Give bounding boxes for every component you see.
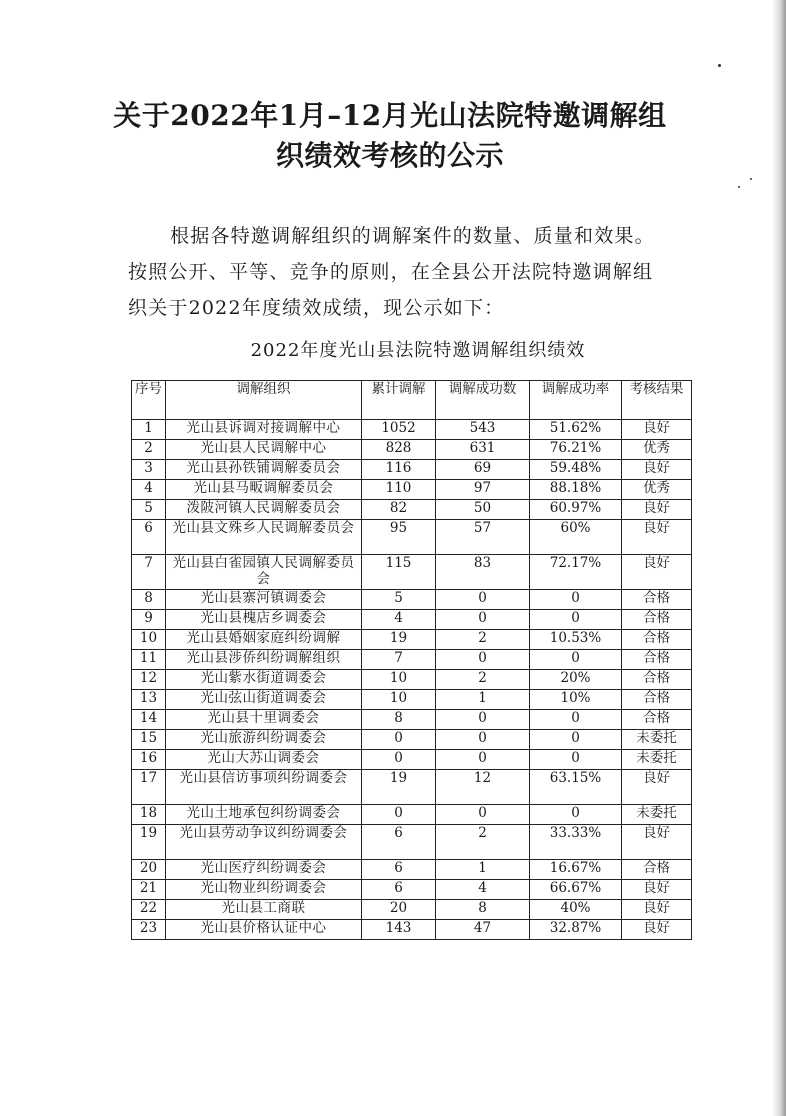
cell-total: 116 xyxy=(362,460,436,480)
cell-org: 光山县文殊乡人民调解委员会 xyxy=(166,520,362,555)
cell-index: 2 xyxy=(132,440,166,460)
cell-rate: 20% xyxy=(530,670,622,690)
table-row xyxy=(132,880,692,900)
cell-success: 97 xyxy=(436,480,530,500)
cell-org: 光山县劳动争议纠纷调委会 xyxy=(166,825,362,860)
cell-org: 光山弦山街道调委会 xyxy=(166,690,362,710)
cell-rate: 60% xyxy=(530,520,622,555)
cell-success: 2 xyxy=(436,825,530,860)
scan-speck xyxy=(750,178,752,180)
cell-total: 7 xyxy=(362,650,436,670)
cell-success: 0 xyxy=(436,610,530,630)
cell-success: 47 xyxy=(436,920,530,940)
cell-success: 0 xyxy=(436,730,530,750)
header-org: 调解组织 xyxy=(166,381,362,420)
table-row xyxy=(132,690,692,710)
cell-index: 4 xyxy=(132,480,166,500)
cell-result: 优秀 xyxy=(622,480,692,500)
cell-org: 光山县孙铁铺调解委员会 xyxy=(166,460,362,480)
cell-rate: 0 xyxy=(530,750,622,770)
table-row xyxy=(132,900,692,920)
cell-result: 未委托 xyxy=(622,730,692,750)
cell-index: 8 xyxy=(132,590,166,610)
cell-rate: 32.87% xyxy=(530,920,622,940)
table-row xyxy=(132,650,692,670)
cell-org: 光山县价格认证中心 xyxy=(166,920,362,940)
cell-result: 良好 xyxy=(622,420,692,440)
cell-org: 光山旅游纠纷调委会 xyxy=(166,730,362,750)
cell-result: 合格 xyxy=(622,610,692,630)
cell-rate: 59.48% xyxy=(530,460,622,480)
cell-rate: 0 xyxy=(530,590,622,610)
cell-org: 光山县槐店乡调委会 xyxy=(166,610,362,630)
cell-org: 光山县寨河镇调委会 xyxy=(166,590,362,610)
cell-total: 0 xyxy=(362,805,436,825)
cell-success: 2 xyxy=(436,630,530,650)
cell-result: 未委托 xyxy=(622,805,692,825)
cell-result: 良好 xyxy=(622,770,692,805)
table-row xyxy=(132,590,692,610)
cell-total: 1052 xyxy=(362,420,436,440)
cell-total: 10 xyxy=(362,690,436,710)
cell-rate: 0 xyxy=(530,610,622,630)
cell-index: 10 xyxy=(132,630,166,650)
cell-result: 合格 xyxy=(622,690,692,710)
cell-total: 4 xyxy=(362,610,436,630)
cell-success: 0 xyxy=(436,590,530,610)
cell-index: 7 xyxy=(132,555,166,590)
cell-org: 光山县婚姻家庭纠纷调解 xyxy=(166,630,362,650)
table-row xyxy=(132,670,692,690)
table-header-row xyxy=(132,381,692,420)
cell-total: 115 xyxy=(362,555,436,590)
cell-index: 18 xyxy=(132,805,166,825)
cell-rate: 66.67% xyxy=(530,880,622,900)
table-row xyxy=(132,610,692,630)
header-rate: 调解成功率 xyxy=(530,381,622,420)
cell-success: 8 xyxy=(436,900,530,920)
table-row xyxy=(132,440,692,460)
cell-result: 良好 xyxy=(622,825,692,860)
cell-org: 光山物业纠纷调委会 xyxy=(166,880,362,900)
table-row xyxy=(132,805,692,825)
cell-rate: 0 xyxy=(530,730,622,750)
cell-rate: 76.21% xyxy=(530,440,622,460)
scan-speck xyxy=(738,186,740,188)
document-title xyxy=(90,96,690,176)
cell-org: 光山县工商联 xyxy=(166,900,362,920)
cell-rate: 63.15% xyxy=(530,770,622,805)
cell-result: 良好 xyxy=(622,555,692,590)
scan-edge-shadow xyxy=(772,0,786,1116)
cell-success: 1 xyxy=(436,690,530,710)
cell-org: 光山紫水街道调委会 xyxy=(166,670,362,690)
cell-index: 21 xyxy=(132,880,166,900)
table-caption: 2022年度光山县法院特邀调解组织绩效 xyxy=(250,340,586,361)
title-line-2: 织绩效考核的公示 xyxy=(275,139,504,172)
cell-total: 82 xyxy=(362,500,436,520)
cell-result: 良好 xyxy=(622,500,692,520)
cell-rate: 10% xyxy=(530,690,622,710)
cell-total: 6 xyxy=(362,880,436,900)
cell-success: 57 xyxy=(436,520,530,555)
cell-org: 光山县人民调解中心 xyxy=(166,440,362,460)
cell-success: 0 xyxy=(436,650,530,670)
cell-total: 6 xyxy=(362,825,436,860)
cell-success: 69 xyxy=(436,460,530,480)
header-success: 调解成功数 xyxy=(436,381,530,420)
table-row xyxy=(132,825,692,860)
table-row xyxy=(132,770,692,805)
cell-index: 9 xyxy=(132,610,166,630)
cell-success: 543 xyxy=(436,420,530,440)
table-row xyxy=(132,920,692,940)
cell-index: 15 xyxy=(132,730,166,750)
cell-org: 光山医疗纠纷调委会 xyxy=(166,860,362,880)
cell-org: 光山县白雀园镇人民调解委员会 xyxy=(166,555,362,590)
cell-index: 16 xyxy=(132,750,166,770)
intro-line-2: 按照公开、平等、竞争的原则，在全县公开法院特邀调解组 xyxy=(128,261,654,283)
cell-rate: 0 xyxy=(530,710,622,730)
cell-result: 合格 xyxy=(622,860,692,880)
cell-result: 合格 xyxy=(622,710,692,730)
table-row xyxy=(132,750,692,770)
table-row xyxy=(132,480,692,500)
cell-result: 未委托 xyxy=(622,750,692,770)
table-row xyxy=(132,420,692,440)
cell-total: 20 xyxy=(362,900,436,920)
table-row xyxy=(132,500,692,520)
cell-rate: 60.97% xyxy=(530,500,622,520)
cell-rate: 0 xyxy=(530,650,622,670)
table-row xyxy=(132,520,692,555)
cell-result: 合格 xyxy=(622,650,692,670)
table-row xyxy=(132,710,692,730)
cell-total: 19 xyxy=(362,630,436,650)
cell-total: 6 xyxy=(362,860,436,880)
cell-index: 20 xyxy=(132,860,166,880)
cell-rate: 0 xyxy=(530,805,622,825)
cell-total: 19 xyxy=(362,770,436,805)
cell-total: 143 xyxy=(362,920,436,940)
cell-rate: 40% xyxy=(530,900,622,920)
cell-total: 5 xyxy=(362,590,436,610)
cell-success: 0 xyxy=(436,750,530,770)
cell-rate: 16.67% xyxy=(530,860,622,880)
cell-index: 14 xyxy=(132,710,166,730)
cell-success: 50 xyxy=(436,500,530,520)
performance-table xyxy=(131,380,692,940)
cell-index: 22 xyxy=(132,900,166,920)
cell-result: 优秀 xyxy=(622,440,692,460)
cell-result: 合格 xyxy=(622,630,692,650)
cell-result: 良好 xyxy=(622,920,692,940)
cell-total: 10 xyxy=(362,670,436,690)
cell-index: 13 xyxy=(132,690,166,710)
table-row xyxy=(132,860,692,880)
cell-rate: 51.62% xyxy=(530,420,622,440)
cell-success: 83 xyxy=(436,555,530,590)
cell-org: 光山县涉侨纠纷调解组织 xyxy=(166,650,362,670)
table-row xyxy=(132,460,692,480)
intro-line-3: 织关于2022年度绩效成绩，现公示如下： xyxy=(128,297,505,319)
cell-index: 5 xyxy=(132,500,166,520)
cell-org: 光山县十里调委会 xyxy=(166,710,362,730)
cell-org: 光山县诉调对接调解中心 xyxy=(166,420,362,440)
header-index: 序号 xyxy=(132,381,166,420)
table-row xyxy=(132,630,692,650)
cell-success: 12 xyxy=(436,770,530,805)
cell-success: 0 xyxy=(436,805,530,825)
cell-rate: 72.17% xyxy=(530,555,622,590)
cell-org: 光山县信访事项纠纷调委会 xyxy=(166,770,362,805)
cell-success: 2 xyxy=(436,670,530,690)
cell-org: 光山大苏山调委会 xyxy=(166,750,362,770)
cell-rate: 10.53% xyxy=(530,630,622,650)
cell-success: 4 xyxy=(436,880,530,900)
cell-total: 95 xyxy=(362,520,436,555)
cell-index: 12 xyxy=(132,670,166,690)
cell-total: 110 xyxy=(362,480,436,500)
cell-result: 良好 xyxy=(622,880,692,900)
cell-org: 泼陂河镇人民调解委员会 xyxy=(166,500,362,520)
cell-total: 0 xyxy=(362,730,436,750)
intro-paragraph xyxy=(128,218,698,326)
scan-speck xyxy=(718,64,721,67)
table-row xyxy=(132,555,692,590)
cell-rate: 33.33% xyxy=(530,825,622,860)
cell-index: 19 xyxy=(132,825,166,860)
cell-success: 631 xyxy=(436,440,530,460)
cell-index: 17 xyxy=(132,770,166,805)
cell-org: 光山县马畈调解委员会 xyxy=(166,480,362,500)
cell-index: 1 xyxy=(132,420,166,440)
cell-result: 良好 xyxy=(622,900,692,920)
cell-index: 23 xyxy=(132,920,166,940)
cell-result: 良好 xyxy=(622,520,692,555)
cell-rate: 88.18% xyxy=(530,480,622,500)
cell-index: 6 xyxy=(132,520,166,555)
cell-total: 8 xyxy=(362,710,436,730)
cell-result: 合格 xyxy=(622,670,692,690)
cell-index: 11 xyxy=(132,650,166,670)
cell-result: 良好 xyxy=(622,460,692,480)
cell-total: 828 xyxy=(362,440,436,460)
cell-success: 0 xyxy=(436,710,530,730)
header-result: 考核结果 xyxy=(622,381,692,420)
header-total: 累计调解 xyxy=(362,381,436,420)
cell-index: 3 xyxy=(132,460,166,480)
cell-total: 0 xyxy=(362,750,436,770)
cell-result: 合格 xyxy=(622,590,692,610)
cell-success: 1 xyxy=(436,860,530,880)
title-line-1: 关于2022年1月–12月光山法院特邀调解组 xyxy=(113,99,667,132)
intro-line-1: 根据各特邀调解组织的调解案件的数量、质量和效果。 xyxy=(170,225,655,247)
table-row xyxy=(132,730,692,750)
cell-org: 光山土地承包纠纷调委会 xyxy=(166,805,362,825)
